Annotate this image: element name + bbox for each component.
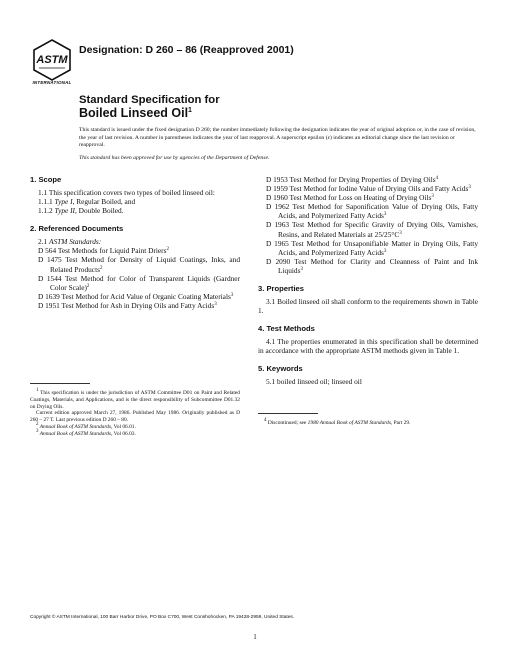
footnotes-left bbox=[30, 383, 240, 438]
approval-note: This standard has been approved for use by agencies of the Department of Defense. bbox=[79, 155, 270, 161]
title-line1: Standard Specification for bbox=[79, 94, 220, 106]
reference-item: D 1963 Test Method for Specific Gravity of Drying Oils, Varnishes, Resins, and Related Materials at $25/25^\circ C^3$ bbox=[266, 220, 478, 239]
scope-item-type-1: 1.1.1 Type I, Regular Boiled, and bbox=[38, 197, 136, 207]
reference-item: D 1962 Test Method for Saponification Value of Drying Oils, Fatty Acids, and Polymerized Fatty Acids$^3$ bbox=[266, 202, 478, 221]
copyright-line: Copyright © ASTM International, 100 Barr Harbor Drive, PO Box C700, West Conshohocken, PA 19428-2959, United States. bbox=[30, 615, 295, 620]
scope-item-type-2: 1.1.2 Type II, Double Boiled. bbox=[38, 206, 124, 216]
reference-item: D 1959 Test Method for Iodine Value of Drying Oils and Fatty Acids$^3$ bbox=[266, 184, 471, 194]
designation: Designation: D 260 – 86 (Reapproved 2001) bbox=[79, 44, 294, 56]
footnote-3: $^3$ Annual Book of ASTM Standards, Vol 06.03. bbox=[36, 428, 136, 437]
scope-para-1-1: 1.1 This specification covers two types of boiled linseed oil: bbox=[38, 188, 215, 197]
title-main: Boiled Linseed Oil bbox=[79, 106, 189, 120]
reference-item: D 1965 Test Method for Unsaponifiable Matter in Drying Oils, Fatty Acids, and Polymerized Fatty Acids$^3$ bbox=[266, 238, 478, 257]
reference-item: D 1639 Test Method for Acid Value of Organic Coating Materials$^3$ bbox=[38, 291, 234, 301]
reference-item: D 2090 Test Method for Clarity and Cleanness of Paint and Ink Liquids$^3$ bbox=[266, 256, 478, 275]
logo-caption: INTERNATIONAL bbox=[32, 80, 72, 85]
section-test-methods-heading: 4. Test Methods bbox=[258, 324, 315, 334]
section-properties-heading: 3. Properties bbox=[258, 284, 305, 294]
footnote-rule bbox=[258, 413, 318, 414]
reference-item: D 1960 Test Method for Loss on Heating of Drying Oils$^3$ bbox=[266, 193, 434, 203]
reference-item: D 1953 Test Method for Drying Properties of Drying Oils$^4$ bbox=[266, 175, 439, 184]
section-scope-heading: 1. Scope bbox=[30, 175, 62, 184]
left-column bbox=[30, 175, 240, 310]
keywords-text: 5.1 boiled linseed oil; linseed oil bbox=[266, 377, 362, 387]
reference-item: D 1475 Test Method for Density of Liquid Coatings, Inks, and Related Products$^2$ bbox=[38, 255, 240, 274]
reference-item: D 564 Test Methods for Liquid Paint Driers$^2$ bbox=[38, 246, 169, 256]
footnote-4: $^4$ Discontinued; see 1980 Annual Book of ASTM Standards, Part 29. bbox=[264, 418, 411, 426]
footnote-1: $^1$ This specification is under the jurisdiction of ASTM Committee D01 on Paint and Related Coatings, Materials, and Applications, and is the direct responsibility of Subcommittee D01.32 on Drying Oils. bbox=[30, 388, 240, 410]
test-methods-text: 4.1 The properties enumerated in this specification shall be determined in accordance with the appropriate ASTM methods given in Table 1. bbox=[258, 337, 478, 356]
reference-item: D 1951 Test Method for Ash in Drying Oils and Fatty Acids$^3$ bbox=[38, 300, 217, 310]
right-column bbox=[258, 175, 478, 387]
footnote-rule bbox=[30, 383, 90, 384]
footnote-1-edition: Current edition approved March 27, 1986. Published May 1986. Originally published as D 260 – 27 T. Last previous edition D 260 – 80. bbox=[30, 410, 240, 424]
document-title bbox=[79, 94, 220, 120]
title-line2 bbox=[79, 107, 220, 120]
page-number: 1 bbox=[253, 633, 257, 641]
properties-text: 3.1 Boiled linseed oil shall conform to the requirements shown in Table 1. bbox=[258, 297, 478, 316]
footnotes-right bbox=[258, 413, 478, 427]
footnote-2: $^2$ Annual Book of ASTM Standards, Vol 06.01. bbox=[36, 421, 136, 430]
section-keywords-heading: 5. Keywords bbox=[258, 364, 303, 374]
astm-standards-label: 2.1 ASTM Standards: bbox=[38, 237, 102, 247]
astm-logo bbox=[30, 38, 74, 82]
intro-paragraph: This standard is issued under the fixed designation D 260; the number immediately following the designation indicates the year of original adoption or, in the case of revision, the year of last revision. A number in parentheses indicates the year of last reapproval. A superscript epsilon (ε) indicates an editorial change since the last revision or reapproval. bbox=[79, 127, 476, 148]
section-referenced-documents-heading: 2. Referenced Documents bbox=[30, 224, 124, 234]
title-footnote-mark: 1 bbox=[188, 107, 192, 114]
logo-letters: ASTM bbox=[36, 54, 68, 66]
reference-item: D 1544 Test Method for Color of Transparent Liquids (Gardner Color Scale)$^2$ bbox=[38, 273, 240, 292]
